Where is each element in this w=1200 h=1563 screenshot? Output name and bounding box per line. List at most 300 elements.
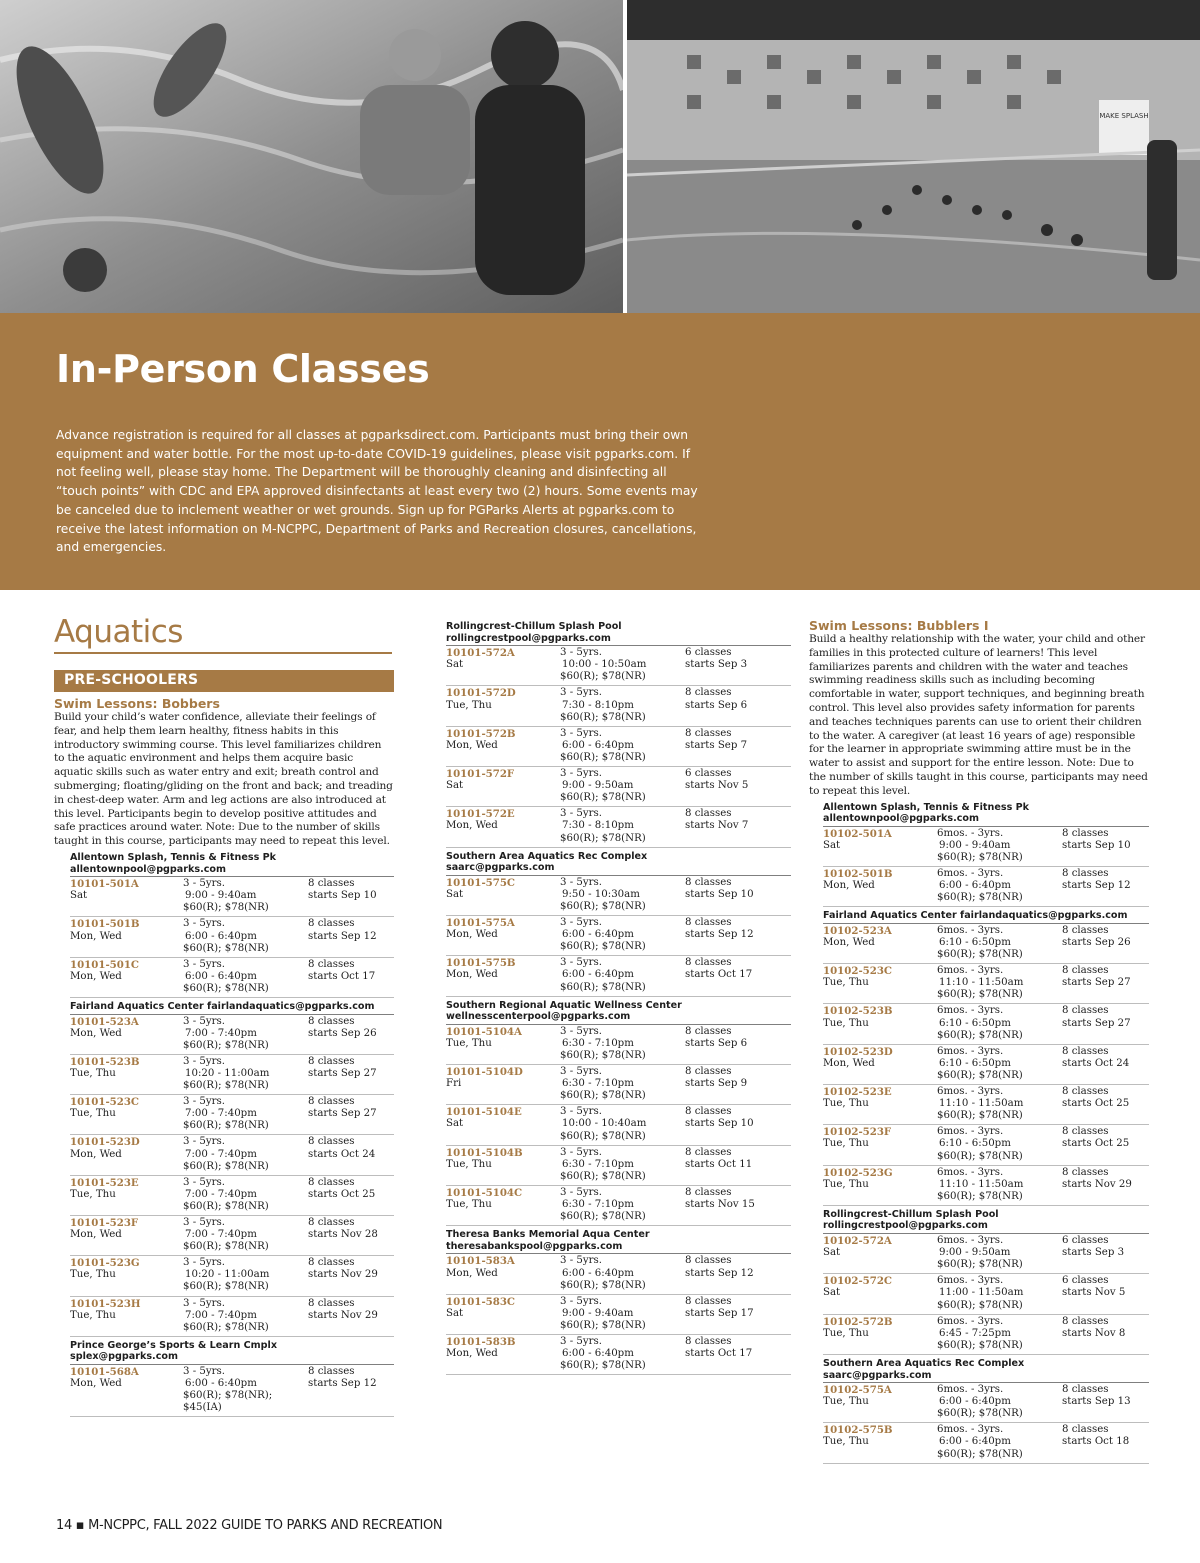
class-start: starts Sep 12 xyxy=(308,930,377,942)
class-count: 8 classes xyxy=(685,917,732,929)
class-time: 10:00 - 10:50am xyxy=(562,659,647,671)
location-name: Theresa Banks Memorial Aqua Center xyxy=(446,1229,650,1241)
class-entry xyxy=(823,1085,1149,1125)
class-entry xyxy=(823,1045,1149,1085)
photo-swim-instructor-children xyxy=(0,0,623,313)
photo-left-illustration xyxy=(0,0,623,313)
class-fee: $60(R); $78(NR) xyxy=(937,1299,1023,1311)
bubblers-title: Swim Lessons: Bubblers I xyxy=(809,618,989,633)
class-entry xyxy=(823,1383,1149,1423)
class-count: 8 classes xyxy=(685,1146,732,1158)
class-fee: $60(R); $78(NR) xyxy=(560,1279,646,1291)
class-count: 8 classes xyxy=(1062,1086,1109,1098)
class-days: Tue, Thu xyxy=(70,1067,116,1079)
class-fee: $60(R); $78(NR) xyxy=(937,989,1023,1001)
class-code[interactable]: 10101-523C xyxy=(70,1096,140,1109)
class-days: Tue, Thu xyxy=(70,1188,116,1200)
class-count: 8 classes xyxy=(1062,1384,1109,1396)
class-time: 6:30 - 7:10pm xyxy=(562,1199,634,1211)
class-entry xyxy=(70,958,394,998)
class-days: Sat xyxy=(823,839,841,851)
class-start: starts Nov 8 xyxy=(1062,1327,1126,1339)
class-age: 3 - 5yrs. xyxy=(183,1297,225,1309)
location-email[interactable]: allentownpool@pgparks.com xyxy=(70,863,227,875)
class-count: 8 classes xyxy=(685,1295,732,1307)
class-code[interactable]: 10101-572D xyxy=(446,687,516,700)
location-name: Southern Area Aquatics Rec Complex xyxy=(823,1357,1025,1369)
class-entry xyxy=(70,1365,394,1417)
class-code[interactable]: 10101-5104D xyxy=(446,1066,523,1079)
class-days: Tue, Thu xyxy=(446,699,492,711)
category-bar: PRE-SCHOOLERS xyxy=(54,670,394,692)
class-entry xyxy=(823,1004,1149,1044)
column-1-locations xyxy=(54,852,394,1417)
class-list xyxy=(446,1254,791,1375)
class-fee: $60(R); $78(NR) xyxy=(937,851,1023,863)
class-entry xyxy=(446,686,791,726)
class-code[interactable]: 10101-575A xyxy=(446,917,515,930)
class-start: starts Oct 24 xyxy=(308,1148,376,1160)
class-age: 3 - 5yrs. xyxy=(560,808,602,820)
class-entry xyxy=(823,1125,1149,1165)
location-email[interactable]: rollingcrestpool@pgparks.com xyxy=(823,1220,988,1232)
class-entry xyxy=(70,1015,394,1055)
class-entry xyxy=(446,1254,791,1294)
class-age: 3 - 5yrs. xyxy=(560,1186,602,1198)
class-days: Mon, Wed xyxy=(446,1267,498,1279)
class-start: starts Sep 12 xyxy=(308,1378,377,1390)
class-code[interactable]: 10101-523E xyxy=(70,1176,139,1189)
class-fee: $60(R); $78(NR) xyxy=(937,949,1023,961)
class-days: Mon, Wed xyxy=(446,969,498,981)
class-time: 6:30 - 7:10pm xyxy=(562,1158,634,1170)
class-fee: $60(R); $78(NR) xyxy=(560,1170,646,1182)
class-age: 3 - 5yrs. xyxy=(183,1176,225,1188)
class-days: Mon, Wed xyxy=(70,1229,122,1241)
class-age: 3 - 5yrs. xyxy=(560,1025,602,1037)
class-fee: $60(R); $78(NR) xyxy=(937,1029,1023,1041)
class-days: Mon, Wed xyxy=(823,1057,875,1069)
class-entry xyxy=(446,767,791,807)
class-count: 6 classes xyxy=(685,768,732,780)
class-entry xyxy=(70,1176,394,1216)
class-code[interactable]: 10101-523G xyxy=(70,1257,140,1270)
class-time: 6:00 - 6:40pm xyxy=(562,739,634,751)
class-code[interactable]: 10101-523F xyxy=(70,1217,139,1229)
page-footer: 14 ▪ M-NCPPC, FALL 2022 GUIDE TO PARKS AND RECREATION xyxy=(56,1518,443,1533)
class-fee: $60(R); $78(NR) xyxy=(183,942,269,954)
class-time: 6:00 - 6:40pm xyxy=(562,969,634,981)
class-start: starts Sep 10 xyxy=(685,888,754,900)
class-fee: $60(R); $78(NR) xyxy=(937,892,1023,904)
class-code[interactable]: 10101-523D xyxy=(70,1136,140,1149)
class-days: Sat xyxy=(446,888,464,900)
pool-sign-text: MAKE SPLASH xyxy=(1099,112,1149,120)
class-start: starts Oct 25 xyxy=(1062,1098,1130,1110)
location-header xyxy=(823,910,1149,924)
class-list xyxy=(823,1383,1149,1464)
class-code[interactable]: 10102-501B xyxy=(823,868,893,881)
class-count: 8 classes xyxy=(308,1257,355,1269)
class-age: 3 - 5yrs. xyxy=(183,1257,225,1269)
class-fee: $60(R); $78(NR) xyxy=(560,711,646,723)
location-email[interactable]: saarc@pgparks.com xyxy=(446,862,555,874)
class-code[interactable]: 10102-523D xyxy=(823,1045,893,1058)
class-count: 8 classes xyxy=(1062,827,1109,839)
class-days: Tue, Thu xyxy=(823,1396,869,1408)
class-code[interactable]: 10101-501C xyxy=(70,958,140,971)
class-days: Tue, Thu xyxy=(823,1327,869,1339)
location-name: Southern Area Aquatics Rec Complex xyxy=(446,850,648,862)
class-age: 3 - 5yrs. xyxy=(560,1335,602,1347)
class-code[interactable]: 10101-583C xyxy=(446,1295,516,1308)
class-age: 6mos. - 3yrs. xyxy=(937,1384,1004,1396)
class-list xyxy=(446,1025,791,1226)
class-count: 6 classes xyxy=(685,647,732,659)
class-count: 8 classes xyxy=(685,1106,732,1118)
class-start: starts Sep 12 xyxy=(1062,880,1131,892)
class-age: 3 - 5yrs. xyxy=(183,1366,225,1378)
class-start: starts Nov 5 xyxy=(1062,1287,1126,1299)
class-days: Tue, Thu xyxy=(823,1017,869,1029)
class-time: 9:00 - 9:40am xyxy=(562,1307,634,1319)
column-3 xyxy=(809,618,1149,1464)
class-start: starts Nov 7 xyxy=(685,820,749,832)
class-code[interactable]: 10102-523A xyxy=(823,924,892,937)
class-days: Sat xyxy=(446,1118,464,1130)
class-time: 7:00 - 7:40pm xyxy=(185,1188,257,1200)
location-header xyxy=(446,851,791,876)
class-fee: $60(R); $78(NR) xyxy=(183,1160,269,1172)
class-entry xyxy=(446,646,791,686)
bubblers-description: Build a healthy relationship with the water, your child and other families in this protected culture of learners! This level familiarizes parents and children with the water and teaches swimming readiness skills such as including becoming comfortable in water, support techniques, and beginning breath control. This level also provides safety information for parents and teaches techniques parents can use to orient their children to the water. A caregiver (at least 16 years of age) responsible for the learner in appropriate swimming attire must be in the water to assist and support for the entire lesson. Note: Due to the number of skills taught in this course, participants may need to repeat this level. xyxy=(809,633,1148,797)
class-days: Mon, Wed xyxy=(446,820,498,832)
class-fee: $60(R); $78(NR) xyxy=(560,792,646,804)
class-count: 8 classes xyxy=(685,687,732,699)
class-count: 8 classes xyxy=(1062,1045,1109,1057)
class-age: 3 - 5yrs. xyxy=(183,1217,225,1228)
class-start: starts Sep 3 xyxy=(1062,1247,1125,1259)
class-age: 3 - 5yrs. xyxy=(560,876,602,888)
class-days: Tue, Thu xyxy=(70,1269,116,1281)
class-code[interactable]: 10102-501A xyxy=(823,827,892,840)
class-entry xyxy=(70,1256,394,1296)
class-age: 6mos. - 3yrs. xyxy=(937,1086,1004,1098)
class-list xyxy=(70,1015,394,1337)
class-entry xyxy=(446,727,791,767)
location-name: Rollingcrest-Chillum Splash Pool xyxy=(446,621,622,632)
class-start: starts Oct 17 xyxy=(685,1348,753,1360)
class-time: 6:30 - 7:10pm xyxy=(562,1078,634,1090)
class-age: 3 - 5yrs. xyxy=(183,958,225,970)
class-code[interactable]: 10102-523B xyxy=(823,1005,893,1018)
class-time: 6:30 - 7:10pm xyxy=(562,1037,634,1049)
class-time: 6:00 - 6:40pm xyxy=(185,1378,257,1390)
class-start: starts Nov 15 xyxy=(685,1199,755,1211)
class-start: starts Nov 29 xyxy=(308,1309,378,1321)
class-start: starts Sep 13 xyxy=(1062,1396,1131,1408)
class-entry xyxy=(823,964,1149,1004)
class-code[interactable]: 10101-523H xyxy=(70,1297,141,1310)
class-entry xyxy=(70,1216,394,1256)
class-code[interactable]: 10101-501B xyxy=(70,918,140,931)
class-days: Sat xyxy=(446,1307,464,1319)
location-email[interactable]: allentownpool@pgparks.com xyxy=(823,813,980,825)
class-count: 8 classes xyxy=(308,958,355,970)
class-start: starts Sep 12 xyxy=(685,929,754,941)
class-count: 8 classes xyxy=(308,878,355,890)
class-entry xyxy=(70,1095,394,1135)
class-time: 6:00 - 6:40pm xyxy=(562,929,634,941)
photo-right-illustration xyxy=(627,0,1200,313)
class-entry xyxy=(823,1315,1149,1355)
class-days: Mon, Wed xyxy=(70,1148,122,1160)
class-count: 8 classes xyxy=(1062,1315,1109,1327)
class-code[interactable]: 10102-575A xyxy=(823,1384,892,1397)
class-code[interactable]: 10101-575C xyxy=(446,876,516,889)
class-code[interactable]: 10101-5104E xyxy=(446,1106,522,1119)
class-age: 3 - 5yrs. xyxy=(560,1295,602,1307)
class-entry xyxy=(446,1295,791,1335)
class-count: 8 classes xyxy=(308,1096,355,1108)
class-time: 10:00 - 10:40am xyxy=(562,1118,647,1130)
class-count: 8 classes xyxy=(685,957,732,969)
location-name: Allentown Splash, Tennis & Fitness Pk xyxy=(823,801,1030,813)
class-start: starts Sep 9 xyxy=(685,1078,748,1090)
class-entry xyxy=(446,876,791,916)
class-start: starts Sep 27 xyxy=(308,1108,377,1120)
class-age: 3 - 5yrs. xyxy=(560,727,602,739)
location-name: Rollingcrest-Chillum Splash Pool xyxy=(823,1208,999,1220)
class-days: Mon, Wed xyxy=(70,1378,122,1390)
class-days: Mon, Wed xyxy=(446,1348,498,1360)
class-time: 9:00 - 9:40am xyxy=(939,839,1011,851)
class-age: 3 - 5yrs. xyxy=(183,1015,225,1027)
class-entry xyxy=(823,1234,1149,1274)
photo-strip xyxy=(0,0,1200,313)
class-age: 6mos. - 3yrs. xyxy=(937,1166,1004,1178)
location-email[interactable]: saarc@pgparks.com xyxy=(823,1369,932,1381)
class-start: starts Sep 27 xyxy=(1062,1017,1131,1029)
intro-paragraph: Advance registration is required for all classes at pgparksdirect.com. Participants must bring their own equipment and water bottle. For the most up-to-date COVID-19 guidelines, please visit pgparks.com. If not feeling well, please stay home. The Department will be thoroughly cleaning and disinfecting all “touch points” with CDC and EPA approved disinfectants at least every two (2) hours. Some events may be canceled due to inclement weather or wet grounds. Sign up for PGParks Alerts at pgparks.com to receive the latest information on M-NCPPC, Department of Parks and Recreation closures, cancellations, and emergencies. xyxy=(56,428,698,555)
location-header xyxy=(823,1209,1149,1234)
class-code[interactable]: 10101-523B xyxy=(70,1055,140,1068)
location-header xyxy=(70,852,394,877)
class-fee: $60(R); $78(NR) xyxy=(937,1069,1023,1081)
class-code[interactable]: 10102-572C xyxy=(823,1275,893,1288)
location-header xyxy=(823,802,1149,827)
bobbers-description: Build your child’s water confidence, alleviate their feelings of fear, and help them learn healthy, fitness habits in this introductory swimming course. This level familiarizes children to the aquatic environment and helps them acquire basic aquatic skills such as water entry and exit; breath control and submerging; floating/gliding on the front and back; and treading in chest-deep water. Arm and leg actions are also introduced at this level. Participants begin to develop positive attitudes and safe practices around water. Note: Due to the number of skills taught in this course, participants may need to repeat this level. xyxy=(54,711,393,848)
class-fee: $60(R); $78(NR) xyxy=(560,671,646,683)
class-time: 6:00 - 6:40pm xyxy=(562,1348,634,1360)
class-fee: $60(R); $78(NR) xyxy=(560,832,646,844)
class-age: 3 - 5yrs. xyxy=(560,957,602,969)
class-entry xyxy=(823,827,1149,867)
class-time: 7:00 - 7:40pm xyxy=(185,1309,257,1321)
class-fee: $60(R); $78(NR) xyxy=(560,1319,646,1331)
class-code[interactable]: 10102-575B xyxy=(823,1424,893,1437)
class-code[interactable]: 10101-5104B xyxy=(446,1146,523,1159)
class-time: 11:00 - 11:50am xyxy=(939,1287,1024,1299)
location-email[interactable]: splex@pgparks.com xyxy=(70,1351,178,1363)
class-fee: $60(R); $78(NR) xyxy=(937,1339,1023,1351)
class-days: Tue, Thu xyxy=(823,977,869,989)
location-email[interactable]: rollingcrestpool@pgparks.com xyxy=(446,632,611,644)
column-2 xyxy=(446,618,791,1375)
class-days: Tue, Thu xyxy=(446,1037,492,1049)
class-age: 3 - 5yrs. xyxy=(183,1136,225,1148)
class-entry xyxy=(823,1423,1149,1463)
class-code[interactable]: 10101-568A xyxy=(70,1366,139,1379)
class-time: 11:10 - 11:50am xyxy=(939,1098,1024,1110)
class-time: 6:00 - 6:40pm xyxy=(185,970,257,982)
class-time: 6:10 - 6:50pm xyxy=(939,937,1011,948)
class-code[interactable]: 10102-523C xyxy=(823,965,893,978)
class-entry xyxy=(446,916,791,956)
class-fee: $60(R); $78(NR) xyxy=(560,1090,646,1102)
class-code[interactable]: 10101-572F xyxy=(446,768,515,781)
section-title: Aquatics xyxy=(54,614,392,654)
class-days: Sat xyxy=(823,1247,841,1259)
class-code[interactable]: 10102-523E xyxy=(823,1086,892,1099)
class-entry xyxy=(70,1135,394,1175)
class-age: 6mos. - 3yrs. xyxy=(937,1275,1004,1287)
class-count: 8 classes xyxy=(685,1025,732,1037)
location-name: Fairland Aquatics Center fairlandaquatics@pgparks.com xyxy=(70,1001,375,1012)
class-days: Tue, Thu xyxy=(446,1199,492,1211)
class-time: 6:00 - 6:40pm xyxy=(939,1396,1011,1408)
class-code[interactable]: 10102-523F xyxy=(823,1126,892,1139)
class-start: starts Oct 25 xyxy=(308,1188,376,1200)
class-age: 6mos. - 3yrs. xyxy=(937,827,1004,839)
class-fee: $60(R); $78(NR) xyxy=(183,1281,269,1293)
class-days: Mon, Wed xyxy=(70,970,122,982)
class-start: starts Sep 7 xyxy=(685,739,748,751)
class-age: 3 - 5yrs. xyxy=(560,1106,602,1118)
class-start: starts Nov 5 xyxy=(685,780,749,792)
location-email[interactable]: theresabankspool@pgparks.com xyxy=(446,1240,623,1252)
class-days: Mon, Wed xyxy=(823,937,875,948)
class-age: 6mos. - 3yrs. xyxy=(937,868,1004,880)
intro-banner xyxy=(0,313,1200,590)
class-age: 3 - 5yrs. xyxy=(183,878,225,890)
class-code[interactable]: 10101-501A xyxy=(70,878,139,891)
class-entry xyxy=(823,924,1149,964)
class-entry xyxy=(823,1274,1149,1314)
class-days: Sat xyxy=(446,659,464,671)
class-start: starts Sep 26 xyxy=(1062,937,1131,948)
column-3-locations xyxy=(809,802,1149,1464)
class-code[interactable]: 10101-5104C xyxy=(446,1186,523,1199)
class-list xyxy=(446,876,791,997)
class-age: 3 - 5yrs. xyxy=(560,917,602,929)
class-time: 11:10 - 11:50am xyxy=(939,1178,1024,1190)
class-code[interactable]: 10101-583B xyxy=(446,1335,516,1348)
class-days: Sat xyxy=(446,780,464,792)
class-fee: $60(R); $78(NR) xyxy=(937,1150,1023,1162)
page-title: In-Person Classes xyxy=(56,347,430,391)
class-code[interactable]: 10101-572E xyxy=(446,808,515,821)
class-days: Tue, Thu xyxy=(823,1098,869,1110)
class-fee: $60(R); $78(NR) xyxy=(560,941,646,953)
class-start: starts Sep 10 xyxy=(1062,839,1131,851)
class-age: 3 - 5yrs. xyxy=(560,687,602,699)
class-count: 8 classes xyxy=(685,808,732,820)
class-start: starts Sep 6 xyxy=(685,699,748,711)
column-1 xyxy=(54,614,394,1417)
class-time: 9:00 - 9:40am xyxy=(185,890,257,902)
class-age: 3 - 5yrs. xyxy=(560,768,602,780)
class-age: 6mos. - 3yrs. xyxy=(937,1005,1004,1017)
class-code[interactable]: 10101-5104A xyxy=(446,1025,522,1038)
class-count: 8 classes xyxy=(685,1186,732,1198)
class-time: 6:10 - 6:50pm xyxy=(939,1017,1011,1029)
class-start: starts Nov 29 xyxy=(308,1269,378,1281)
location-name: Fairland Aquatics Center fairlandaquatics@pgparks.com xyxy=(823,910,1128,922)
class-days: Sat xyxy=(70,890,88,902)
class-count: 6 classes xyxy=(1062,1275,1109,1287)
class-start: starts Oct 11 xyxy=(685,1158,753,1170)
class-count: 8 classes xyxy=(308,1366,355,1378)
class-time: 6:10 - 6:50pm xyxy=(939,1057,1011,1069)
class-count: 8 classes xyxy=(308,918,355,930)
class-days: Mon, Wed xyxy=(70,1027,122,1039)
class-start: starts Sep 26 xyxy=(308,1027,377,1039)
class-fee: $60(R); $78(NR) xyxy=(560,900,646,912)
class-start: starts Sep 27 xyxy=(308,1067,377,1079)
location-header xyxy=(823,1358,1149,1383)
class-age: 6mos. - 3yrs. xyxy=(937,1424,1004,1436)
class-code[interactable]: 10101-583A xyxy=(446,1255,515,1268)
class-age: 6mos. - 3yrs. xyxy=(937,924,1004,936)
class-code[interactable]: 10101-523A xyxy=(70,1015,139,1028)
class-age: 3 - 5yrs. xyxy=(183,1096,225,1108)
class-fee: $60(R); $78(NR) xyxy=(560,981,646,993)
class-time: 7:00 - 7:40pm xyxy=(185,1148,257,1160)
class-age: 6mos. - 3yrs. xyxy=(937,1045,1004,1057)
class-time: 11:10 - 11:50am xyxy=(939,977,1024,989)
class-code[interactable]: 10101-572A xyxy=(446,647,515,660)
class-start: starts Oct 17 xyxy=(308,970,376,982)
location-header xyxy=(70,1340,394,1365)
class-start: starts Sep 27 xyxy=(1062,977,1131,989)
class-count: 8 classes xyxy=(308,1297,355,1309)
class-count: 8 classes xyxy=(1062,868,1109,880)
class-start: starts Oct 25 xyxy=(1062,1138,1130,1150)
class-code[interactable]: 10101-575B xyxy=(446,957,516,970)
class-code[interactable]: 10102-572A xyxy=(823,1235,892,1248)
class-count: 8 classes xyxy=(685,727,732,739)
class-code[interactable]: 10102-523G xyxy=(823,1166,893,1179)
class-code[interactable]: 10101-572B xyxy=(446,727,516,740)
class-time: 6:00 - 6:40pm xyxy=(185,930,257,942)
location-email[interactable]: wellnesscenterpool@pgparks.com xyxy=(446,1011,631,1023)
class-count: 8 classes xyxy=(685,1255,732,1267)
class-entry xyxy=(446,1025,791,1065)
class-count: 8 classes xyxy=(1062,965,1109,977)
class-fee: $60(R); $78(NR) xyxy=(937,1448,1023,1460)
class-count: 8 classes xyxy=(308,1217,355,1228)
class-time: 6:10 - 6:50pm xyxy=(939,1138,1011,1150)
class-age: 6mos. - 3yrs. xyxy=(937,1235,1004,1247)
class-fee: $60(R); $78(NR) xyxy=(183,902,269,914)
class-days: Tue, Thu xyxy=(823,1138,869,1150)
class-code[interactable]: 10102-572B xyxy=(823,1315,893,1328)
bobbers-title: Swim Lessons: Bobbers xyxy=(54,696,220,711)
class-list xyxy=(446,646,791,847)
class-start: starts Sep 12 xyxy=(685,1267,754,1279)
class-start: starts Sep 6 xyxy=(685,1037,748,1049)
